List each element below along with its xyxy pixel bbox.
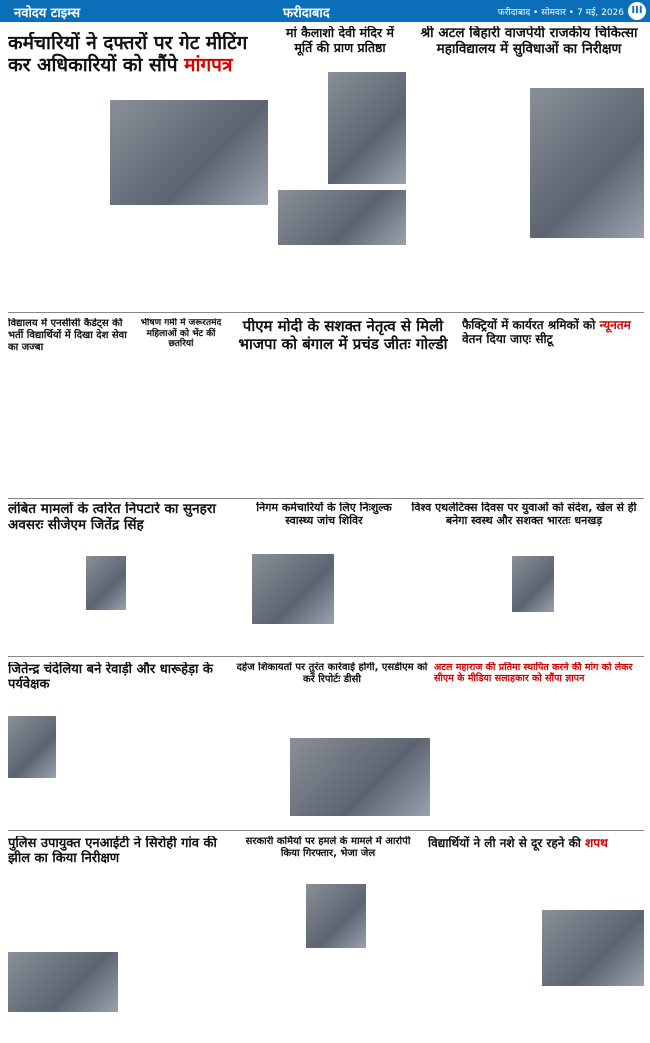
story12-headline: दहेज शिकायतों पर तुरंत कार्रवाई होगी, एसडीएम को करें रिपोर्टः डीसी	[236, 662, 428, 685]
story4-headline: विद्यालय में एनसीसी कैडेट्स की भर्ती विद्यार्थियों में दिखा देश सेवा का जज्बा	[8, 318, 127, 353]
story11-headline-block	[8, 662, 230, 706]
story10-headline: विश्व एथलेटिक्स दिवस पर युवाओं को संदेश, खेल से ही बनेगा स्वस्थ और सशक्त भारतः धनखड़	[411, 502, 637, 527]
story5-headline: भीषण गर्मी में जरूरतमंद महिलाओं को भेंट कीं छतरियां	[140, 318, 222, 350]
story7-headline-block	[462, 318, 644, 372]
story6-headline: पीएम मोदी के सशक्त नेतृत्व से मिली भाजपा को बंगाल में प्रचंड जीतः गोल्डी	[238, 318, 448, 353]
story3-photo	[530, 88, 644, 238]
story8-headline-block	[8, 502, 244, 546]
story7-headline: फैक्ट्रियों में कार्यरत श्रमिकों को न्यूनतम वेतन दिया जाएः सीटू	[462, 318, 631, 347]
story14-headline-block	[8, 836, 230, 882]
paper-logo: नवोदय टाइम्स	[14, 6, 81, 21]
edition-city: फरीदाबाद	[283, 6, 330, 21]
story15-photo	[306, 884, 366, 948]
story10-photo	[512, 556, 554, 612]
story12-photo	[290, 738, 430, 816]
story13-headline: अटल महाराज की प्रतिमा स्थापित करने की मांग को लेकर सीएम के मीडिया सलाहकार को सौंपा ज्ञापन	[434, 662, 633, 685]
divider	[8, 498, 644, 499]
story15-headline-block	[236, 836, 420, 880]
story2-headline: मां कैलाशो देवी मंदिर में मूर्ति की प्राण प्रतिष्ठा	[286, 26, 394, 55]
story5-headline-block	[136, 318, 226, 372]
story11-headline: जितेन्द्र चंदेलिया बने रेवाड़ी और धारूहेड़ा के पर्यवेक्षक	[8, 662, 213, 693]
story1-headline-block	[8, 32, 270, 94]
story6-headline-block	[232, 318, 454, 372]
story14-photo	[8, 952, 118, 1012]
story3-headline: श्री अटल बिहारी वाजपेयी राजकीय चिकित्सा महाविद्यालय में सुविधाओं का निरीक्षण	[420, 26, 638, 57]
story9-headline: निगम कर्मचारियों के लिए निःशुल्क स्वास्थ्य जांच शिविर	[256, 502, 392, 527]
story2-headline-block	[276, 26, 404, 68]
story3-headline-block	[414, 26, 644, 82]
story1-photo	[110, 100, 268, 205]
story11-photo	[8, 716, 56, 778]
story2-photo	[328, 72, 406, 184]
story12-headline-block	[236, 662, 428, 692]
story9-headline-block	[250, 502, 398, 546]
story9-photo	[252, 554, 334, 624]
divider	[8, 656, 644, 657]
story8-headline: लंबित मामलों के त्वरित निपटारे का सुनहरा अवसरः सीजेएम जितेंद्र सिंह	[8, 502, 216, 533]
story1-headline: कर्मचारियों ने दफ्तरों पर गेट मीटिंग कर अधिकारियों को सौंपे मांगपत्र	[8, 32, 248, 77]
story4-headline-block	[8, 318, 132, 364]
masthead	[0, 0, 650, 22]
page-number: III	[628, 2, 646, 20]
story2-photo-2	[278, 190, 406, 245]
divider	[8, 830, 644, 831]
story16-headline: विद्यार्थियों ने ली नशे से दूर रहने की शपथ	[428, 836, 608, 850]
story14-headline: पुलिस उपायुक्त एनआईटी ने सिरोही गांव की झील का किया निरीक्षण	[8, 836, 217, 867]
story1-body	[8, 100, 106, 300]
story15-headline: सरकारी कर्मियों पर हमले के मामले में आरोपी किया गिरफ्तार, भेजा जेल	[245, 836, 411, 859]
story13-headline-block	[434, 662, 644, 704]
story8-photo	[86, 556, 126, 610]
story16-photo	[542, 910, 644, 986]
story16-headline-block	[428, 836, 644, 882]
divider	[8, 312, 644, 313]
edition-date: फरीदाबाद • सोमवार • 7 मई, 2026	[497, 8, 624, 18]
story10-headline-block	[404, 502, 644, 546]
